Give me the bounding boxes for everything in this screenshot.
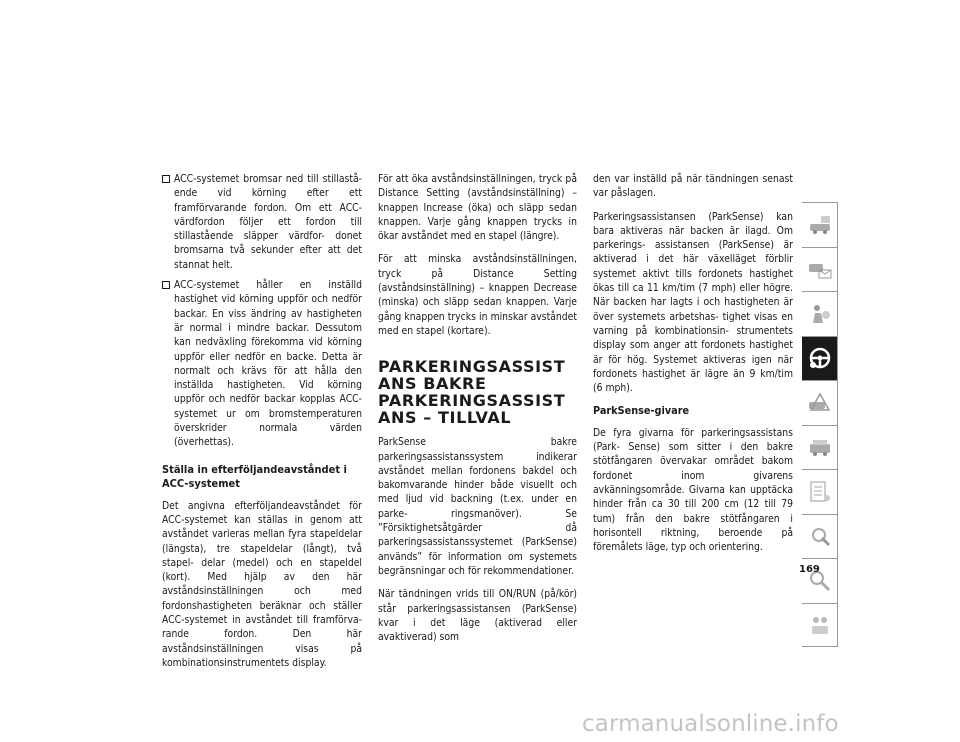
tab-car-info[interactable] [802, 202, 838, 247]
column-2 [378, 172, 577, 653]
bullet-item: ACC-systemet håller en inställd hastighet vid körning uppför och nedför backar. En viss ändring av hastigheten är normal i mindre backar. Dessutom kan nedväxling förekomma vid körning uppför eller nedför en backe. Detta är normalt och krävs för att hålla den inställda hastigheten. Vid körning uppför och nedför backar kopplas ACC-systemet ur om bromstemperaturen överskrider normala värden (överhettas). [162, 278, 362, 450]
column-1 [162, 172, 362, 679]
car-mail-icon [807, 256, 833, 282]
section-heading: Ställa in efterföljandeavståndet i ACC-systemet [162, 462, 347, 490]
car-service-icon [807, 434, 833, 460]
page-number: 169 [799, 564, 820, 575]
steering-wheel-icon [807, 345, 833, 371]
bullet-item: ACC-systemet bromsar ned till stillastå- ende vid körning efter ett framförvarande fordon. Om ett ACC-värdfordon följer ett fordon till stillastående släpper värdfor- donet bromsarna två sekunder efter att det stannat helt. [162, 172, 362, 272]
seatbelt-airbag-icon [807, 301, 833, 327]
warning-light-icon [807, 390, 833, 416]
subsection-heading: ParkSense-givare [593, 404, 690, 418]
paragraph: När tändningen vrids till ON/RUN (på/kör) står parkeringsassistansen (ParkSense) kvar i det läge (aktiverad eller avaktiverad) som [378, 588, 577, 644]
paragraph: De fyra givarna för parkeringsassistans (Park- Sense) som sitter i den bakre stötfångaren övervakar området bakom fordonet inom givarens avkänningsområde. Givarna kan upptäcka hinder från ca 30 till 200 cm (12 till 79 tum) från den bakre stötfångaren i horisontell riktning, beroende på föremålets läge, typ och orientering. [593, 426, 793, 554]
paragraph: ParkSense bakre parkeringsassistanssystem indikerar avståndet mellan fordonens bakdel och bakomvarande hinder både visuellt och med ljud vid backning (t.ex. under en parke- ringsmanöver). Se ”Försiktighetsåtgärder då parkeringsassistanssystemet (ParkSense) används” för information om systemets begränsningar och för rekommendationer. [378, 436, 577, 577]
tab-specs-wrench[interactable] [802, 514, 838, 559]
paragraph: Parkeringsassistansen (ParkSense) kan bara aktiveras när backen är ilagd. Om parkerings- assistansen (ParkSense) är aktiverad i det här växelläget förblir systemet aktivt tills fordonets hastighet ökas till ca 11 km/tim (7 mph) eller högre. När backen har lagts i och hastigheten är över systemets arbetshas- tighet visas en varning på kombinationsin- strumentets display som anger att fordonets hastighet är för hög. Systemet aktiveras igen när fordonets hastighet är lägre än 9 km/tim (6 mph). [593, 210, 793, 395]
column-3 [593, 172, 793, 563]
paragraph: För att minska avståndsinställningen, tryck på Distance Setting (avståndsinställning) – knappen Decrease (minska) och släpp sedan knappen. Varje gång knappen trycks in minskar avståndet med en stapel (kortare). [378, 253, 577, 337]
maintenance-list-icon [807, 479, 833, 505]
specs-wrench-icon [807, 523, 833, 549]
multimedia-icon [807, 612, 833, 638]
tab-car-mail[interactable] [802, 247, 838, 292]
tab-car-service[interactable] [802, 425, 838, 470]
tab-maintenance-list[interactable] [802, 469, 838, 514]
tab-multimedia[interactable] [802, 603, 838, 648]
paragraph: den var inställd på när tändningen senast var påslagen. [593, 173, 793, 200]
chapter-heading: PARKERINGSASSISTANS BAKRE PARKERINGSASSISTANS – TILLVAL [378, 357, 566, 428]
tab-steering-wheel[interactable] [802, 336, 838, 381]
bullet-box-icon [162, 175, 170, 183]
paragraph: För att öka avståndsinställningen, tryck på Distance Setting (avståndsinställning) – knappen Increase (öka) och släpp sedan knappen. Varje gång knappen trycks in ökar avståndet med en stapel (längre). [378, 173, 577, 243]
paragraph: Det angivna efterföljandeavståndet för ACC-systemet kan ställas in genom att avståndet varieras mellan fyra stapeldelar (längsta), tre stapeldelar (långt), två stapel- delar (medel) och en stapeldel (kort). Med hjälp av den här avståndsinställningen och med fordonshastigheten beräknar och ställer ACC-systemet in avståndet till framförva- rande fordon. Den här avståndsinställningen visas på kombinationsinstrumentets display. [162, 499, 362, 669]
tab-seatbelt-airbag[interactable] [802, 291, 838, 336]
bullet-box-icon [162, 281, 170, 289]
chapter-tabs [802, 202, 838, 647]
car-info-icon [807, 212, 833, 238]
tab-warning-light[interactable] [802, 380, 838, 425]
watermark: carmanualsonline.info [582, 711, 839, 737]
